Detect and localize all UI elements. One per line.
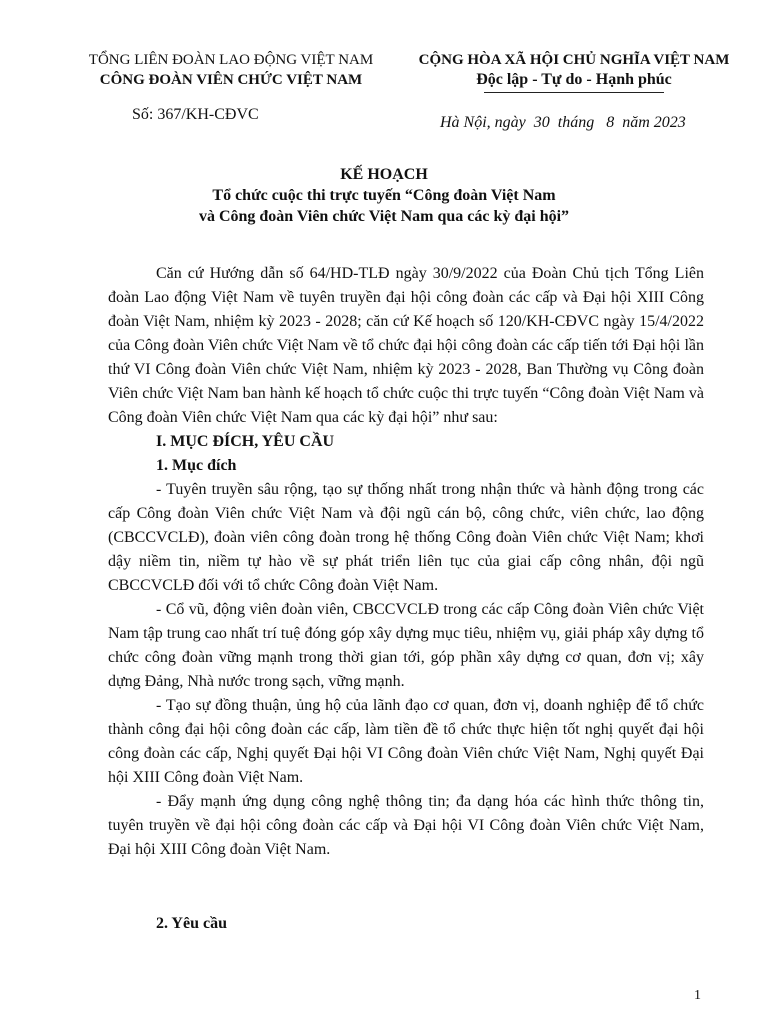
place-and-date: Hà Nội, ngày 30 tháng 8 năm 2023 [440, 114, 686, 131]
motto-underline [484, 92, 664, 93]
purpose-paragraph-1: - Tuyên truyền sâu rộng, tạo sự thống nhất trong nhận thức và hành động trong các cấp Công đoàn Viên chức Việt Nam và đội ngũ cán bộ, công chức, viên chức, lao động (CBCCVCLĐ), đoàn viên công đoàn trong hệ thống Công đoàn Viên chức Việt Nam; khơi dậy niềm tin, niềm tự hào về sự phát triển liên tục của giai cấp công nhân, đội ngũ CBCCVCLĐ đối với tổ chức Công đoàn Việt Nam. [108, 481, 704, 594]
parent-organization: TỔNG LIÊN ĐOÀN LAO ĐỘNG VIỆT NAM [88, 52, 374, 68]
issuing-organization [74, 50, 388, 90]
document-title [84, 164, 684, 227]
page-number: 1 [694, 988, 701, 1003]
purpose-paragraph-2: - Cổ vũ, động viên đoàn viên, CBCCVCLĐ trong các cấp Công đoàn Viên chức Việt Nam tập trung cao nhất trí tuệ đóng góp xây dựng mục tiêu, nhiệm vụ, giải pháp xây dựng tổ chức công đoàn vững mạnh trong thời gian tới, góp phần xây dựng cơ quan, đơn vị; xây dựng Đảng, Nhà nước trong sạch, vững mạnh. [108, 601, 704, 690]
nation-name: CỘNG HÒA XÃ HỘI CHỦ NGHĨA VIỆT NAM [418, 52, 730, 68]
purpose-paragraph-4: - Đẩy mạnh ứng dụng công nghệ thông tin; đa dạng hóa các hình thức thông tin, tuyên truyền về đại hội công đoàn các cấp và Đại hội VI Công đoàn Viên chức Việt Nam, Đại hội XIII Công đoàn Việt Nam. [108, 793, 704, 858]
national-motto: Độc lập - Tự do - Hạnh phúc [476, 71, 672, 88]
section-heading: I. MỤC ĐÍCH, YÊU CẦU [156, 433, 335, 450]
subsection-heading-requirements: 2. Yêu cầu [156, 915, 227, 932]
document-body [108, 262, 704, 936]
organization-name: CÔNG ĐOÀN VIÊN CHỨC VIỆT NAM [99, 72, 363, 88]
national-heading [404, 50, 744, 93]
document-number: Số: 367/KH-CĐVC [132, 106, 259, 123]
title-line-1: Tổ chức cuộc thi trực tuyến “Công đoàn Việt Nam [212, 187, 556, 204]
document-type: KẾ HOẠCH [340, 166, 428, 183]
title-line-2: và Công đoàn Viên chức Việt Nam qua các kỳ đại hội” [198, 208, 570, 225]
purpose-paragraph-3: - Tạo sự đồng thuận, ủng hộ của lãnh đạo cơ quan, đơn vị, doanh nghiệp để tổ chức thành công đại hội công đoàn các cấp, làm tiền đề tổ chức thực hiện tốt nghị quyết đại hội công đoàn các cấp, Nghị quyết Đại hội VI Công đoàn Viên chức Việt Nam, Nghị quyết Đại hội XIII Công đoàn Việt Nam. [108, 697, 704, 786]
spacer [108, 862, 704, 912]
intro-paragraph: Căn cứ Hướng dẫn số 64/HD-TLĐ ngày 30/9/2022 của Đoàn Chủ tịch Tổng Liên đoàn Lao động Việt Nam về tuyên truyền đại hội công đoàn các cấp và Đại hội XIII Công đoàn Việt Nam, nhiệm kỳ 2023 - 2028; căn cứ Kế hoạch số 120/KH-CĐVC ngày 15/4/2022 của Công đoàn Viên chức Việt Nam về tổ chức đại hội công đoàn các cấp tiến tới Đại hội lần thứ VI Công đoàn Viên chức Việt Nam, nhiệm kỳ 2023 - 2028, Ban Thường vụ Công đoàn Viên chức Việt Nam ban hành kế hoạch tổ chức cuộc thi trực tuyến “Công đoàn Việt Nam và Công đoàn Viên chức Việt Nam qua các kỳ đại hội” như sau: [108, 265, 704, 426]
subsection-heading-purpose: 1. Mục đích [156, 457, 237, 474]
